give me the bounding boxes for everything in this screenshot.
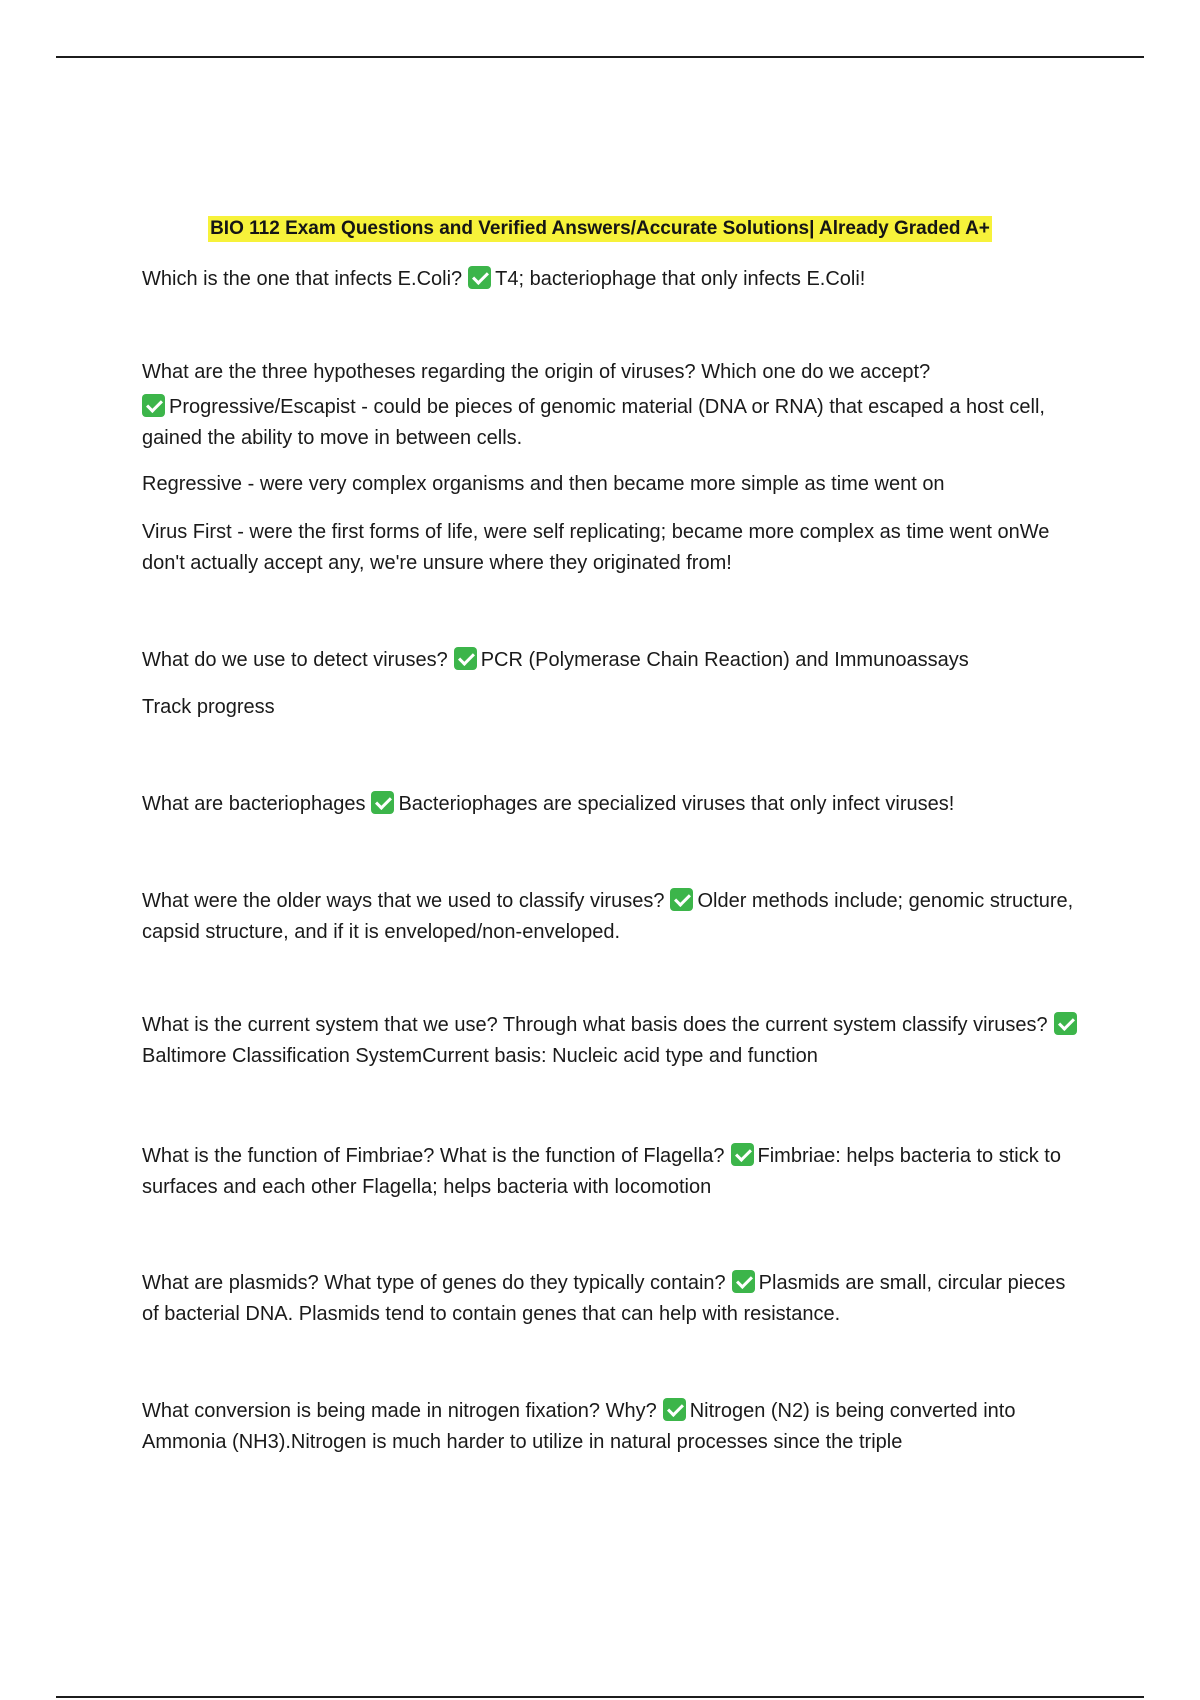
- answer-text: Nitrogen (N2) is being converted into Ammonia (NH3).Nitrogen is much harder to utilize in natural processes since the triple: [142, 1400, 1016, 1453]
- bottom-divider: [56, 1696, 1144, 1698]
- answer-extra-text: Virus First - were the first forms of life, were self replicating; became more complex as time went onWe don't actually accept any, we're unsure where they originated from!: [142, 521, 1050, 574]
- qa-item-3-extra: [142, 692, 1082, 723]
- top-divider: [56, 56, 1144, 58]
- qa-item-8: [142, 1268, 1082, 1330]
- qa-item-1: [142, 264, 1082, 295]
- check-mark-icon: [663, 1398, 686, 1421]
- check-mark-icon: [732, 1270, 755, 1293]
- answer-extra-text: Track progress: [142, 696, 275, 718]
- question-text: What were the older ways that we used to classify viruses?: [142, 890, 665, 912]
- answer-text: Older methods include; genomic structure, capsid structure, and if it is enveloped/non-enveloped.: [142, 890, 1074, 943]
- answer-text: Bacteriophages are specialized viruses that only infect viruses!: [398, 793, 955, 815]
- question-text: What are bacteriophages: [142, 793, 366, 815]
- check-mark-icon: [371, 791, 394, 814]
- qa-item-7: [142, 1141, 1082, 1203]
- answer-text: T4; bacteriophage that only infects E.Coli!: [495, 268, 866, 290]
- qa-item-5: [142, 886, 1082, 948]
- qa-item-2-answer: [142, 392, 1082, 454]
- qa-item-2-extra-1: [142, 469, 1082, 500]
- check-mark-icon: [142, 394, 165, 417]
- check-mark-icon: [454, 647, 477, 670]
- qa-item-6: [142, 1010, 1082, 1072]
- qa-item-2-question: [142, 357, 1082, 388]
- answer-text: Baltimore Classification SystemCurrent basis: Nucleic acid type and function: [142, 1045, 818, 1067]
- answer-extra-text: Regressive - were very complex organisms and then became more simple as time went on: [142, 473, 945, 495]
- qa-item-3: [142, 645, 1082, 676]
- question-text: Which is the one that infects E.Coli?: [142, 268, 463, 290]
- question-text: What do we use to detect viruses?: [142, 649, 448, 671]
- check-mark-icon: [731, 1143, 754, 1166]
- answer-text: Progressive/Escapist - could be pieces of genomic material (DNA or RNA) that escaped a host cell, gained the ability to move in between cells.: [142, 396, 1045, 449]
- answer-text: PCR (Polymerase Chain Reaction) and Immunoassays: [480, 649, 969, 671]
- answer-text: Plasmids are small, circular pieces of bacterial DNA. Plasmids tend to contain genes that can help with resistance.: [142, 1272, 1066, 1325]
- answer-text: Fimbriae: helps bacteria to stick to surfaces and each other Flagella; helps bacteria with locomotion: [142, 1145, 1061, 1198]
- qa-item-4: [142, 789, 1082, 820]
- check-mark-icon: [468, 266, 491, 289]
- question-text: What are the three hypotheses regarding the origin of viruses? Which one do we accept?: [142, 361, 931, 383]
- question-text: What conversion is being made in nitrogen fixation? Why?: [142, 1400, 657, 1422]
- question-text: What is the current system that we use? Through what basis does the current system classify viruses?: [142, 1014, 1048, 1036]
- qa-item-9: [142, 1396, 1082, 1458]
- document-title: BIO 112 Exam Questions and Verified Answers/Accurate Solutions| Already Graded A+: [208, 216, 992, 242]
- question-text: What are plasmids? What type of genes do they typically contain?: [142, 1272, 726, 1294]
- check-mark-icon: [1054, 1012, 1077, 1035]
- check-mark-icon: [670, 888, 693, 911]
- qa-item-2-extra-2: [142, 517, 1082, 579]
- question-text: What is the function of Fimbriae? What is the function of Flagella?: [142, 1145, 725, 1167]
- document-title-container: [0, 216, 1200, 242]
